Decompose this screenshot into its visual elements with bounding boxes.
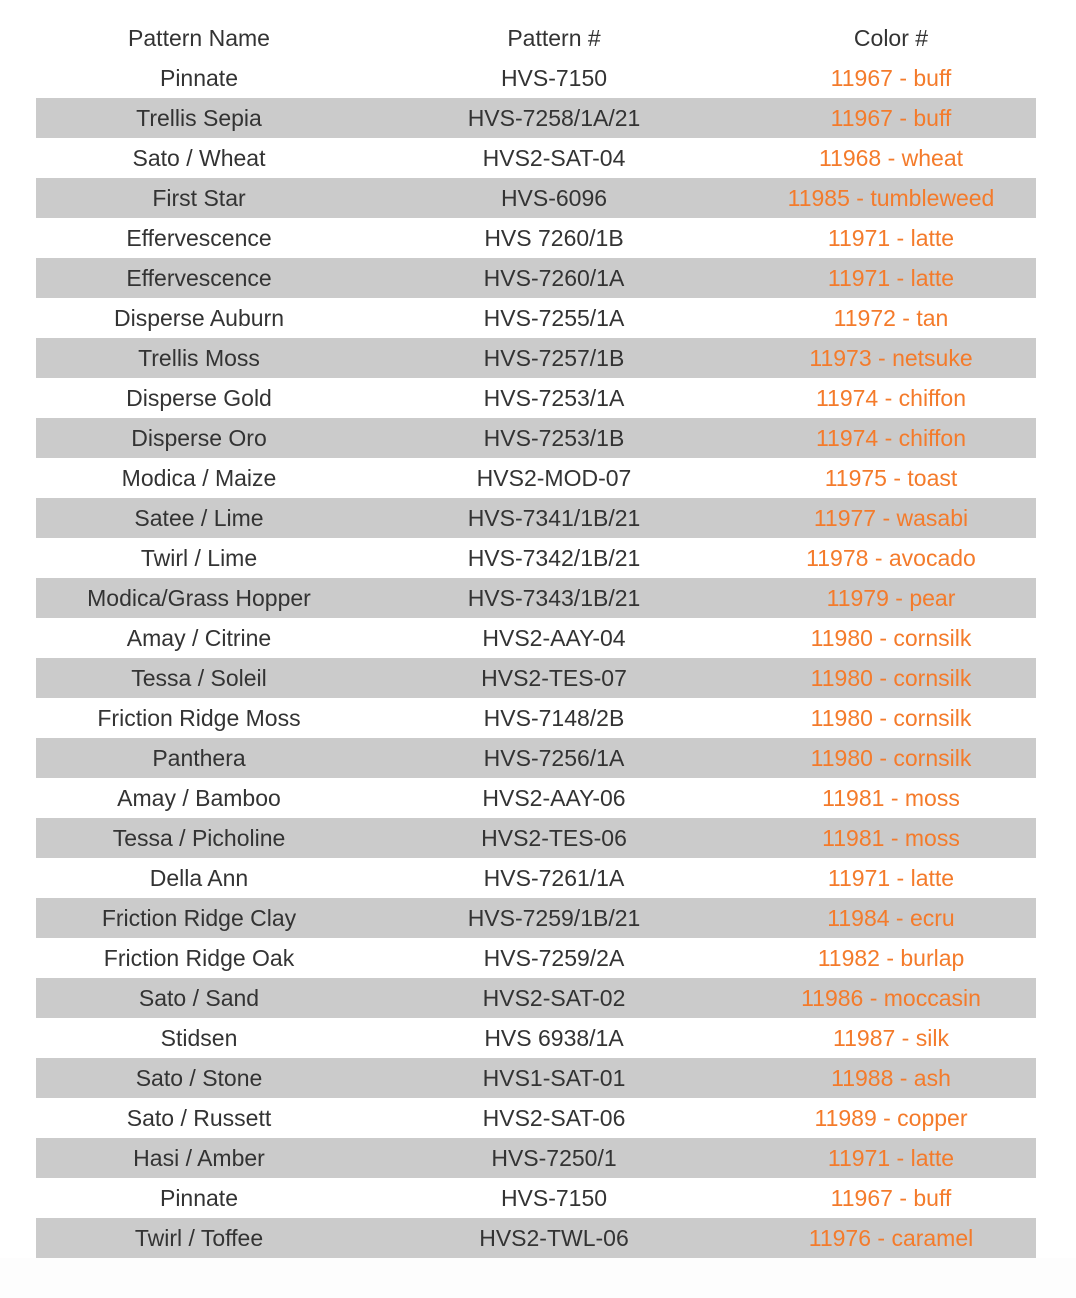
page-footer-area [0, 1258, 1076, 1298]
pattern-name-cell: First Star [152, 184, 246, 211]
pattern-number-cell: HVS-7253/1A [483, 384, 625, 411]
color-number-cell: 11984 - ecru [827, 904, 955, 931]
pattern-name-cell: Effervescence [126, 224, 272, 251]
color-number-cell: 11971 - latte [827, 264, 955, 291]
pattern-number-cell: HVS-7256/1A [483, 744, 625, 771]
pattern-name-cell: Friction Ridge Oak [103, 944, 295, 971]
pattern-number-cell: HVS2-AAY-04 [482, 624, 626, 651]
pattern-name-cell: Trellis Moss [138, 344, 260, 371]
pattern-name-cell: Satee / Lime [134, 504, 264, 531]
color-number-cell: 11989 - copper [814, 1104, 968, 1131]
color-number-cell: 11980 - cornsilk [810, 624, 972, 651]
pattern-name-cell: Stidsen [160, 1024, 238, 1051]
color-number-cell: 11980 - cornsilk [810, 704, 972, 731]
pattern-name-cell: Friction Ridge Moss [97, 704, 301, 731]
pattern-color-table [36, 18, 1036, 1258]
table-row [36, 698, 1036, 738]
table-row [36, 1138, 1036, 1178]
table-row [36, 298, 1036, 338]
color-number-cell: 11975 - toast [824, 464, 958, 491]
pattern-name-cell: Disperse Oro [131, 424, 267, 451]
table-row [36, 858, 1036, 898]
color-number-cell: 11971 - latte [827, 224, 955, 251]
pattern-number-cell: HVS-7341/1B/21 [467, 504, 641, 531]
color-number-cell: 11985 - tumbleweed [787, 184, 995, 211]
color-number-cell: 11982 - burlap [817, 944, 965, 971]
header-pattern-number: Pattern # [507, 24, 601, 51]
color-number-cell: 11967 - buff [830, 1184, 952, 1211]
pattern-number-cell: HVS-7255/1A [483, 304, 625, 331]
table-row [36, 258, 1036, 298]
color-number-cell: 11980 - cornsilk [810, 664, 972, 691]
table-row [36, 138, 1036, 178]
table-row [36, 98, 1036, 138]
pattern-number-cell: HVS-7342/1B/21 [467, 544, 641, 571]
table-row [36, 1178, 1036, 1218]
pattern-name-cell: Pinnate [159, 1184, 238, 1211]
pattern-number-cell: HVS-7150 [500, 1184, 608, 1211]
table-row [36, 818, 1036, 858]
pattern-name-cell: Modica/Grass Hopper [87, 584, 311, 611]
pattern-number-cell: HVS-7258/1A/21 [467, 104, 641, 131]
color-number-cell: 11967 - buff [830, 104, 952, 131]
table-row [36, 178, 1036, 218]
color-number-cell: 11986 - moccasin [801, 984, 981, 1011]
table-row [36, 338, 1036, 378]
pattern-number-cell: HVS2-TES-07 [481, 664, 627, 691]
pattern-number-cell: HVS 6938/1A [484, 1024, 624, 1051]
color-number-cell: 11981 - moss [822, 824, 960, 851]
table-row [36, 978, 1036, 1018]
pattern-number-cell: HVS-7261/1A [483, 864, 625, 891]
pattern-number-cell: HVS-7148/2B [483, 704, 625, 731]
color-number-cell: 11976 - caramel [808, 1224, 974, 1251]
color-number-cell: 11971 - latte [827, 1144, 955, 1171]
pattern-name-cell: Twirl / Toffee [134, 1224, 264, 1251]
color-number-cell: 11978 - avocado [806, 544, 976, 571]
color-number-cell: 11979 - pear [826, 584, 956, 611]
color-number-cell: 11972 - tan [833, 304, 949, 331]
pattern-number-cell: HVS-7259/2A [483, 944, 625, 971]
table-row [36, 1218, 1036, 1258]
color-number-cell: 11977 - wasabi [813, 504, 969, 531]
color-number-cell: 11974 - chiffon [815, 424, 967, 451]
pattern-number-cell: HVS-7150 [500, 64, 608, 91]
pattern-name-cell: Twirl / Lime [140, 544, 258, 571]
pattern-name-cell: Modica / Maize [121, 464, 277, 491]
pattern-number-cell: HVS-7253/1B [483, 424, 625, 451]
pattern-number-cell: HVS-7259/1B/21 [467, 904, 641, 931]
pattern-name-cell: Amay / Citrine [126, 624, 272, 651]
pattern-name-cell: Trellis Sepia [136, 104, 262, 131]
pattern-name-cell: Friction Ridge Clay [101, 904, 297, 931]
pattern-number-cell: HVS2-TES-06 [481, 824, 627, 851]
table-row [36, 618, 1036, 658]
pattern-number-cell: HVS2-SAT-02 [482, 984, 626, 1011]
pattern-number-cell: HVS2-SAT-04 [482, 144, 626, 171]
table-header-row [36, 18, 1036, 58]
pattern-name-cell: Disperse Gold [126, 384, 272, 411]
pattern-name-cell: Sato / Sand [138, 984, 260, 1011]
table-row [36, 1058, 1036, 1098]
pattern-number-cell: HVS2-MOD-07 [476, 464, 632, 491]
pattern-number-cell: HVS-7260/1A [483, 264, 625, 291]
table-row [36, 938, 1036, 978]
pattern-number-cell: HVS2-AAY-06 [482, 784, 626, 811]
table-row [36, 378, 1036, 418]
pattern-name-cell: Hasi / Amber [133, 1144, 265, 1171]
color-number-cell: 11971 - latte [827, 864, 955, 891]
color-number-cell: 11988 - ash [831, 1064, 951, 1091]
table-row [36, 458, 1036, 498]
pattern-name-cell: Amay / Bamboo [117, 784, 281, 811]
pattern-name-cell: Disperse Auburn [113, 304, 285, 331]
pattern-name-cell: Tessa / Soleil [131, 664, 267, 691]
pattern-number-cell: HVS1-SAT-01 [482, 1064, 626, 1091]
color-number-cell: 11973 - netsuke [809, 344, 973, 371]
color-number-cell: 11987 - silk [833, 1024, 949, 1051]
color-number-cell: 11974 - chiffon [815, 384, 967, 411]
table-row [36, 658, 1036, 698]
pattern-number-cell: HVS2-TWL-06 [479, 1224, 629, 1251]
table-row [36, 58, 1036, 98]
pattern-number-cell: HVS-7343/1B/21 [467, 584, 641, 611]
color-number-cell: 11968 - wheat [818, 144, 964, 171]
table-row [36, 538, 1036, 578]
pattern-number-cell: HVS-7257/1B [483, 344, 625, 371]
pattern-number-cell: HVS2-SAT-06 [482, 1104, 626, 1131]
table-row [36, 578, 1036, 618]
pattern-name-cell: Sato / Russett [126, 1104, 272, 1131]
pattern-name-cell: Tessa / Picholine [112, 824, 286, 851]
table-row [36, 1098, 1036, 1138]
header-pattern-name: Pattern Name [128, 24, 270, 51]
pattern-name-cell: Sato / Wheat [132, 144, 266, 171]
header-color-number: Color # [853, 24, 929, 51]
table-row [36, 738, 1036, 778]
pattern-name-cell: Pinnate [159, 64, 238, 91]
table-row [36, 498, 1036, 538]
color-number-cell: 11981 - moss [822, 784, 960, 811]
color-number-cell: 11980 - cornsilk [810, 744, 972, 771]
pattern-name-cell: Sato / Stone [135, 1064, 263, 1091]
table-row [36, 898, 1036, 938]
pattern-number-cell: HVS-6096 [500, 184, 608, 211]
pattern-number-cell: HVS-7250/1 [491, 1144, 617, 1171]
table-row [36, 778, 1036, 818]
table-row [36, 218, 1036, 258]
color-number-cell: 11967 - buff [830, 64, 952, 91]
pattern-number-cell: HVS 7260/1B [484, 224, 624, 251]
table-row [36, 418, 1036, 458]
pattern-name-cell: Della Ann [149, 864, 249, 891]
pattern-name-cell: Effervescence [126, 264, 272, 291]
pattern-name-cell: Panthera [152, 744, 246, 771]
table-row [36, 1018, 1036, 1058]
